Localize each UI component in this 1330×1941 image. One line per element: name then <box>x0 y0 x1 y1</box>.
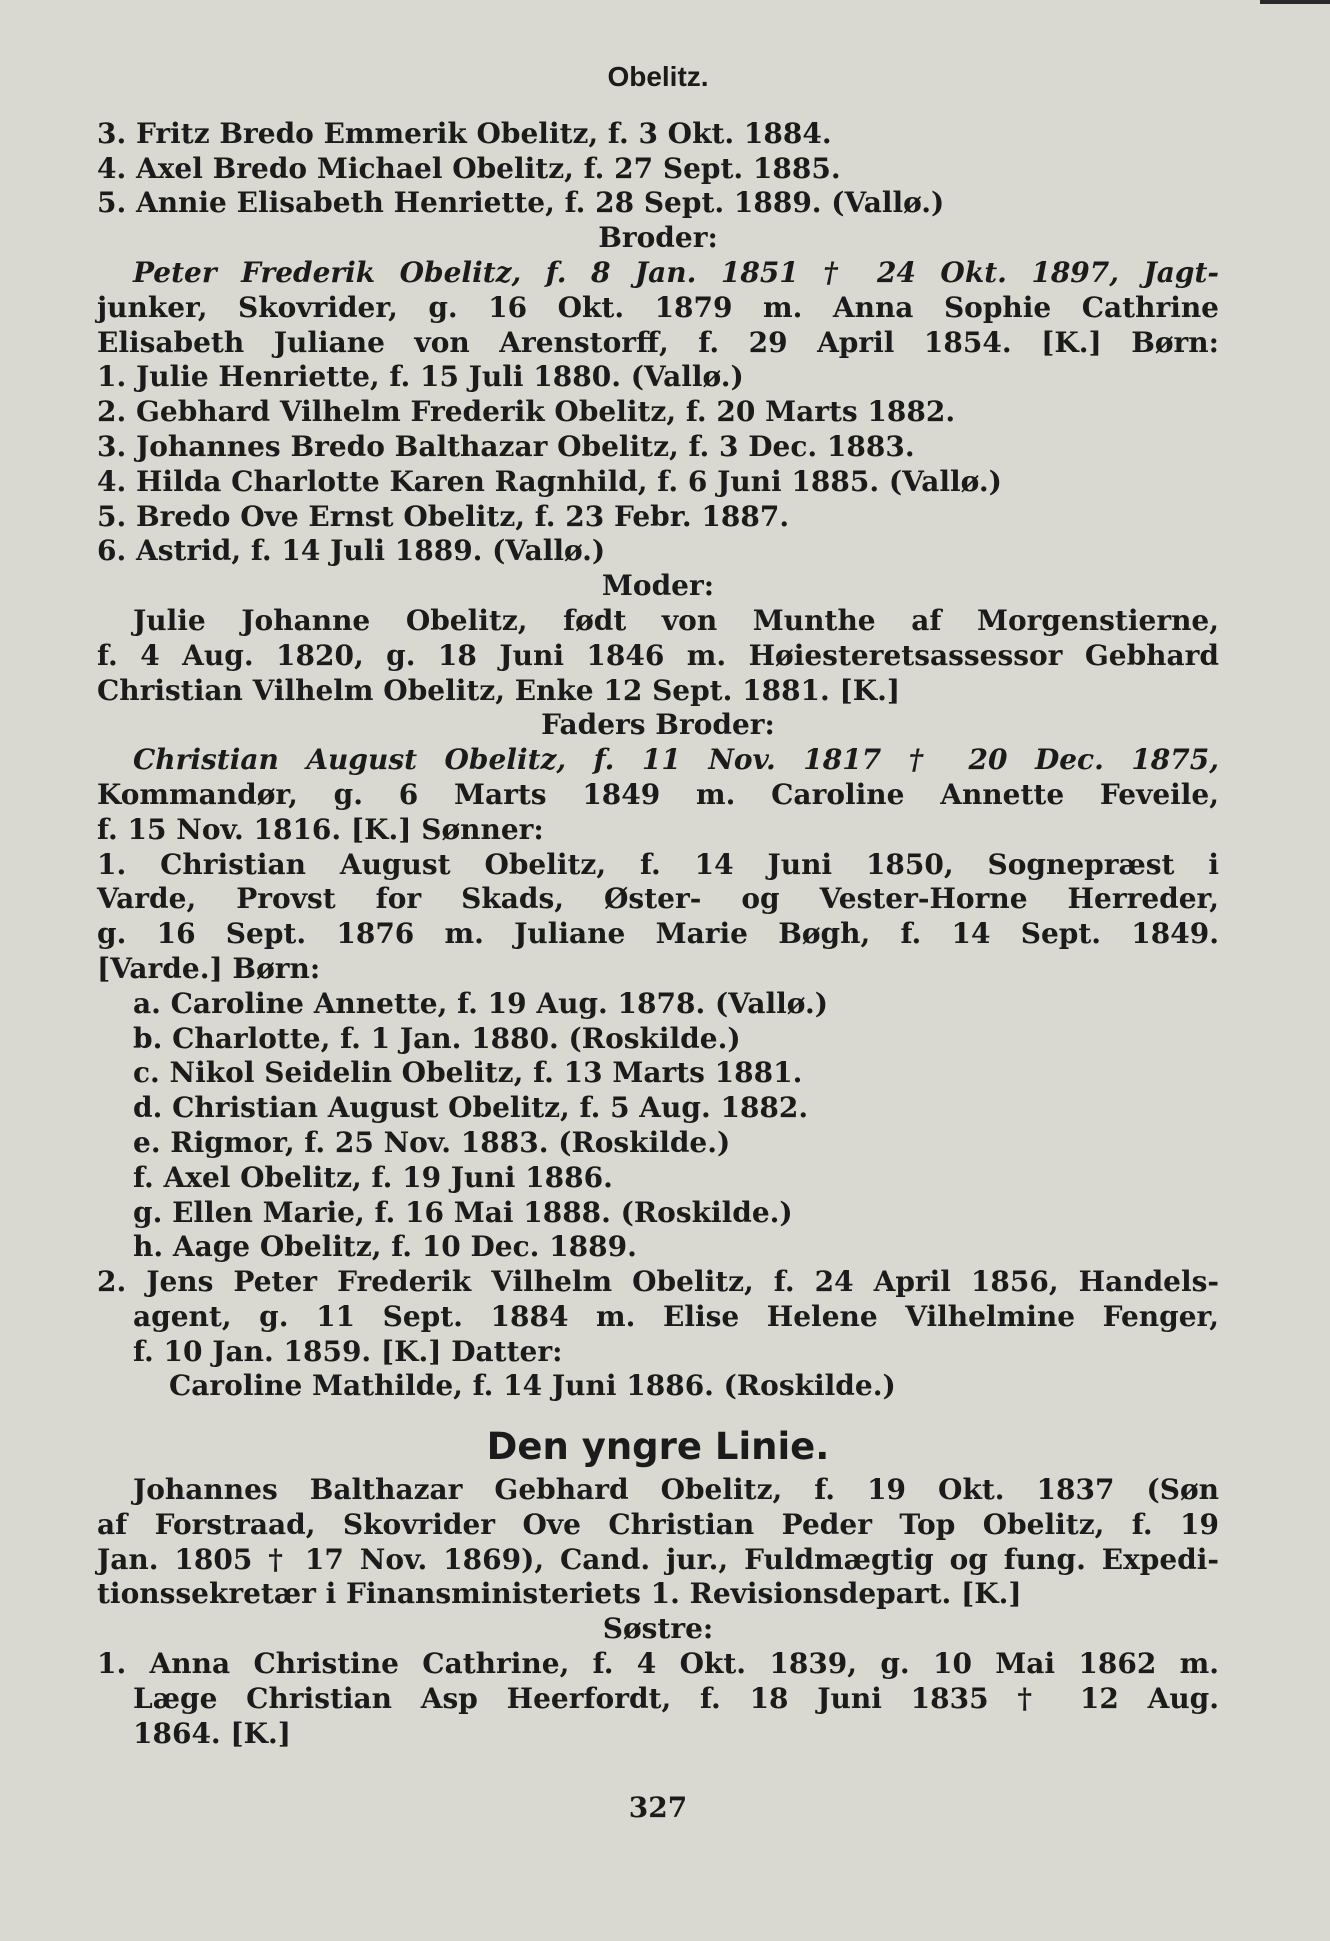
entry-line: Christian Vilhelm Obelitz, Enke 12 Sept. 1881. [K.] <box>97 673 901 707</box>
entry-line: Jan. 1805 † 17 Nov. 1869), Cand. jur., Fuldmægtig og fung. Expedi- <box>97 1542 1219 1576</box>
entry-line: 3. Fritz Bredo Emmerik Obelitz, f. 3 Okt. 1884. <box>97 116 832 150</box>
entry-line: 2. Gebhard Vilhelm Frederik Obelitz, f. 20 Marts 1882. <box>97 395 956 429</box>
subheading: Søstre: <box>602 1612 714 1646</box>
entry-line: d. Christian August Obelitz, f. 5 Aug. 1882. <box>133 1091 809 1125</box>
entry-line: 1864. [K.] <box>133 1716 292 1750</box>
entry-line: h. Aage Obelitz, f. 10 Dec. 1889. <box>133 1230 637 1264</box>
entry-line: f. Axel Obelitz, f. 19 Juni 1886. <box>133 1160 613 1194</box>
entry-line: 5. Bredo Ove Ernst Obelitz, f. 23 Febr. 1887. <box>97 499 790 533</box>
entry-line: Caroline Mathilde, f. 14 Juni 1886. (Roskilde.) <box>169 1369 896 1403</box>
entry-line: af Forstraad, Skovrider Ove Christian Peder Top Obelitz, f. 19 <box>97 1507 1219 1541</box>
entry-line: 1. Anna Christine Cathrine, f. 4 Okt. 1839, g. 10 Mai 1862 m. <box>97 1647 1219 1681</box>
entry-line: b. Charlotte, f. 1 Jan. 1880. (Roskilde.) <box>133 1021 741 1055</box>
section-title: Den yngre Linie. <box>486 1425 830 1469</box>
entry-line: 6. Astrid, f. 14 Juli 1889. (Vallø.) <box>97 534 606 568</box>
entry-line: Varde, Provst for Skads, Øster- og Vester-Horne Herreder, <box>97 882 1219 916</box>
entry-line: f. 4 Aug. 1820, g. 18 Juni 1846 m. Høiesteretsassessor Gebhard <box>97 638 1219 672</box>
subheading: Broder: <box>598 221 718 255</box>
entry-line: 1. Christian August Obelitz, f. 14 Juni 1850, Sognepræst i <box>97 847 1219 881</box>
entry-line: junker, Skovrider, g. 16 Okt. 1879 m. Anna Sophie Cathrine <box>97 290 1219 324</box>
entry-line: c. Nikol Seidelin Obelitz, f. 13 Marts 1881. <box>133 1056 803 1090</box>
entry-line: Læge Christian Asp Heerfordt, f. 18 Juni 1835 † 12 Aug. <box>133 1681 1219 1715</box>
entry-line: f. 10 Jan. 1859. [K.] Datter: <box>133 1334 563 1368</box>
entry-line: g. Ellen Marie, f. 16 Mai 1888. (Roskilde.) <box>133 1195 793 1229</box>
entry-line: f. 15 Nov. 1816. [K.] Sønner: <box>97 812 544 846</box>
entry-line: Julie Johanne Obelitz, født von Munthe af Morgenstierne, <box>133 603 1219 637</box>
entry-line: e. Rigmor, f. 25 Nov. 1883. (Roskilde.) <box>133 1125 731 1159</box>
entry-line: 2. Jens Peter Frederik Vilhelm Obelitz, f. 24 April 1856, Handels- <box>97 1265 1219 1299</box>
entry-line: tionssekretær i Finansministeriets 1. Revisionsdepart. [K.] <box>97 1577 1022 1611</box>
subheading: Faders Broder: <box>541 708 775 742</box>
entry-line: Christian August Obelitz, f. 11 Nov. 1817 † 20 Dec. 1875, <box>133 743 1219 777</box>
entry-line: 4. Axel Bredo Michael Obelitz, f. 27 Sept. 1885. <box>97 151 841 185</box>
entry-line: Kommandør, g. 6 Marts 1849 m. Caroline Annette Feveile, <box>97 777 1219 811</box>
entry-line: Peter Frederik Obelitz, f. 8 Jan. 1851 † 24 Okt. 1897, Jagt- <box>133 255 1219 289</box>
document-page <box>97 60 1219 1826</box>
page-top-edge <box>1260 0 1330 4</box>
entry-line: Elisabeth Juliane von Arenstorff, f. 29 April 1854. [K.] Børn: <box>97 325 1219 359</box>
page-header: Obelitz. <box>607 61 709 92</box>
entry-line: Johannes Balthazar Gebhard Obelitz, f. 19 Okt. 1837 (Søn <box>133 1473 1219 1507</box>
entry-line: agent, g. 11 Sept. 1884 m. Elise Helene Vilhelmine Fenger, <box>133 1299 1219 1333</box>
entry-line: 3. Johannes Bredo Balthazar Obelitz, f. 3 Dec. 1883. <box>97 429 915 463</box>
subheading: Moder: <box>601 569 715 603</box>
entry-line: 4. Hilda Charlotte Karen Ragnhild, f. 6 Juni 1885. (Vallø.) <box>97 464 1002 498</box>
entry-line: 1. Julie Henriette, f. 15 Juli 1880. (Vallø.) <box>97 360 744 394</box>
entry-line: 5. Annie Elisabeth Henriette, f. 28 Sept. 1889. (Vallø.) <box>97 186 945 220</box>
page-number: 327 <box>628 1791 688 1825</box>
entry-line: [Varde.] Børn: <box>97 951 321 985</box>
entry-line: a. Caroline Annette, f. 19 Aug. 1878. (Vallø.) <box>133 986 828 1020</box>
entry-line: g. 16 Sept. 1876 m. Juliane Marie Bøgh, f. 14 Sept. 1849. <box>97 917 1219 951</box>
